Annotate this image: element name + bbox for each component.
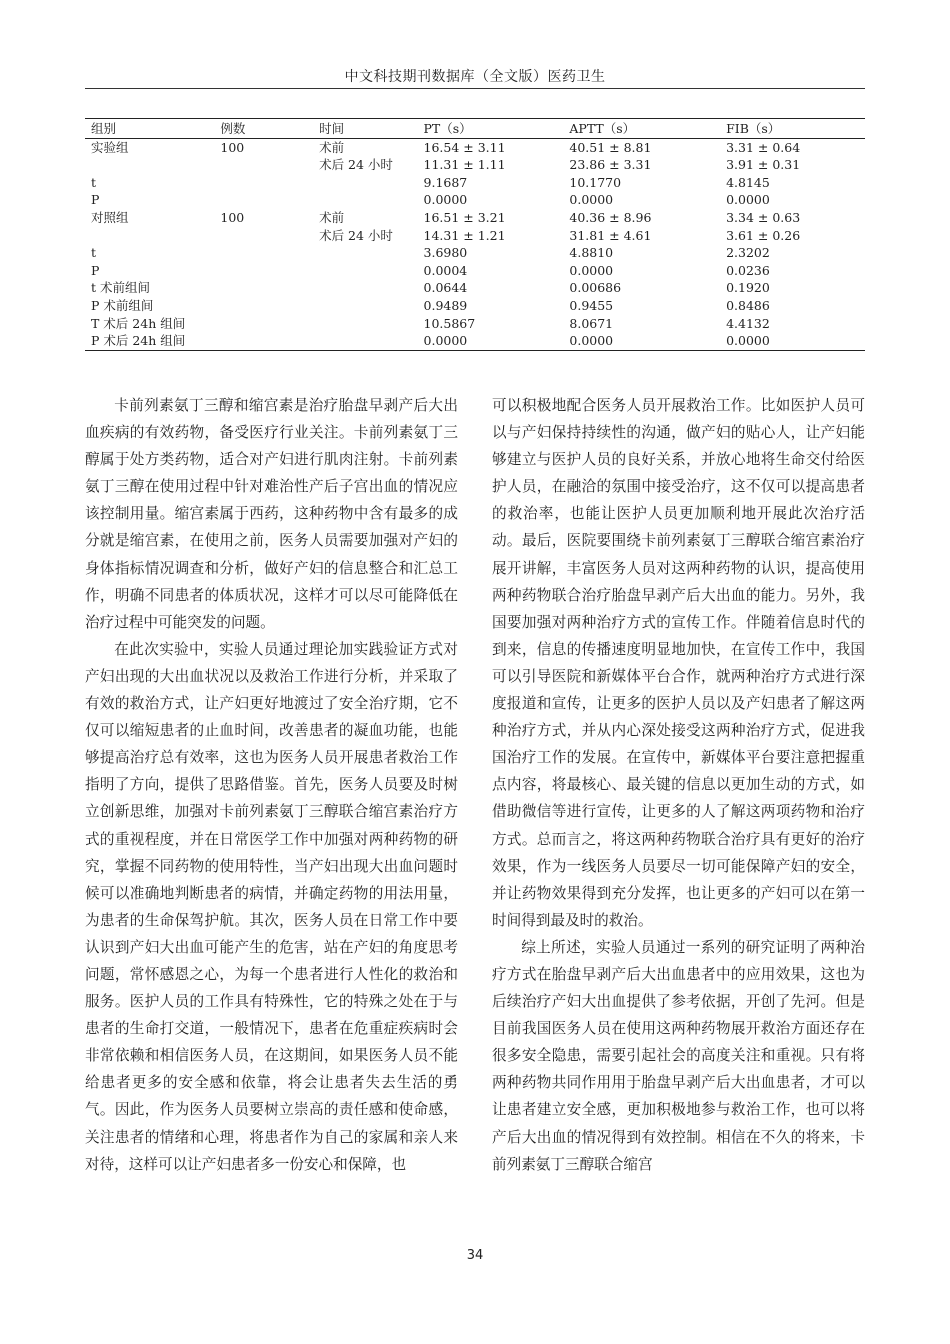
table-cell: 实验组 bbox=[91, 139, 129, 155]
paragraph-continued: 可以积极地配合医务人员开展救治工作。比如医护人员可以与产妇保持持续性的沟通，做产妇的贴心人，让产妇能够建立与医护人员的良好关系，并放心地将生命交付给医护人员，在融洽的氛围中接受治疗，这不仅可以提高患者的救治率，也能让医护人员更加顺利地开展此次治疗活动。最后，医院要围绕卡前列素氨丁三醇联合缩宫素治疗展开讲解，丰富医务人员对这两种药物的认识，提高使用两种药物联合治疗胎盘早剥产后大出血的能力。另外，我国要加强对两种治疗方式的宣传工作。伴随着信息时代的到来，信息的传播速度明显地加快，在宣传工作中，我国可以引导医院和新媒体平台合作，就两种治疗方式进行深度报道和宣传，让更多的医护人员以及产妇患者了解这两种治疗方式，并从内心深处接受这两种治疗方式，促进我国治疗工作的发展。在宣传中，新媒体平台要注意把握重点内容，将最核心、最关键的信息以更加生动的方式，如借助微信等进行宣传，让更多的人了解这两项药物和治疗方式。总而言之，将这两种药物联合治疗具有更好的治疗效果，作为一线医务人员要尽一切可能保障产妇的安全，并让药物效果得到充分发挥，也让更多的产妇可以在第一时间得到最及时的救治。 bbox=[492, 397, 865, 929]
table-row bbox=[85, 227, 865, 245]
table-cell: 0.0004 bbox=[423, 262, 468, 278]
table-cell bbox=[220, 262, 319, 280]
table-row bbox=[85, 297, 865, 315]
table-cell: 0.0644 bbox=[423, 280, 468, 296]
right-column bbox=[492, 392, 865, 1178]
table-cell: 40.51 ± 8.81 bbox=[569, 139, 652, 155]
table-cell: 0.9489 bbox=[423, 297, 468, 313]
table-cell: 术前 bbox=[319, 139, 345, 155]
table-cell: 0.0236 bbox=[726, 262, 770, 278]
table-cell bbox=[319, 244, 423, 262]
table-cell bbox=[220, 156, 319, 174]
table-cell: T 术后 24h 组间 bbox=[91, 315, 186, 331]
table-cell bbox=[220, 315, 319, 333]
running-header: 中文科技期刊数据库（全文版）医药卫生 bbox=[344, 69, 606, 85]
table-cell: 16.54 ± 3.11 bbox=[423, 139, 506, 155]
table-cell: 3.91 ± 0.31 bbox=[726, 157, 801, 173]
table-cell: 9.1687 bbox=[423, 174, 468, 190]
table-row bbox=[85, 332, 865, 350]
table-cell bbox=[319, 279, 423, 297]
table-cell: 0.1920 bbox=[726, 280, 770, 296]
table-cell: 10.5867 bbox=[423, 315, 476, 331]
table-cell bbox=[220, 191, 319, 209]
table-cell: 2.3202 bbox=[726, 245, 770, 261]
table-cell bbox=[319, 332, 423, 350]
table-cell: 16.51 ± 3.21 bbox=[423, 209, 506, 225]
table-cell: 11.31 ± 1.11 bbox=[423, 157, 506, 173]
table-cell: 0.0000 bbox=[424, 332, 570, 350]
table-cell: 4.8810 bbox=[569, 245, 614, 261]
table-cell bbox=[220, 332, 319, 350]
table-cell bbox=[85, 227, 220, 245]
table-row bbox=[85, 315, 865, 333]
table-cell: t bbox=[91, 174, 97, 190]
table-cell: P bbox=[91, 192, 100, 208]
table-cell: 40.36 ± 8.96 bbox=[569, 209, 652, 225]
column-header: PT（s） bbox=[424, 119, 570, 139]
table-cell: 0.00686 bbox=[569, 280, 622, 296]
table-body bbox=[85, 138, 865, 350]
page-number: 34 bbox=[466, 1248, 484, 1263]
table-cell: 3.34 ± 0.63 bbox=[726, 209, 801, 225]
table-cell: 23.86 ± 3.31 bbox=[569, 157, 652, 173]
paragraph: 卡前列素氨丁三醇和缩宫素是治疗胎盘早剥产后大出血疾病的有效药物，备受医疗行业关注。卡前列素氨丁三醇属于处方类药物，适合对产妇进行肌肉注射。卡前列素氨丁三醇在使用过程中针对难治性产后子宫出血的情况应该控制用量。缩宫素属于西药，这种药物中含有最多的成分就是缩宫素，在使用之前，医务人员需要加强对产妇的身体指标情况调查和分析，做好产妇的信息整合和汇总工作，明确不同患者的体质状况，这样才可以尽可能降低在治疗过程中可能突发的问题。 bbox=[85, 397, 458, 631]
table-cell bbox=[220, 244, 319, 262]
table-cell bbox=[319, 297, 423, 315]
table-cell: 0.0000 bbox=[569, 332, 726, 350]
table-row bbox=[85, 191, 865, 209]
table-cell bbox=[220, 297, 319, 315]
table-cell: 4.4132 bbox=[726, 315, 770, 331]
table-row bbox=[85, 138, 865, 156]
table-cell bbox=[85, 156, 220, 174]
table-cell bbox=[220, 279, 319, 297]
paragraph: 综上所述，实验人员通过一系列的研究证明了两种治疗方式在胎盘早剥产后大出血患者中的应用效果，这也为后续治疗产妇大出血提供了参考依据，开创了先河。但是目前我国医务人员在使用这两种药物展开救治方面还存在很多安全隐患，需要引起社会的高度关注和重视。只有将两种药物共同作用用于胎盘早剥产后大出血患者，才可以让患者建立安全感，更加积极地参与救治工作，也可以将产后大出血的情况得到有效控制。相信在不久的将来，卡前列素氨丁三醇联合缩宫 bbox=[492, 938, 865, 1173]
table-cell: t 术前组间 bbox=[91, 280, 150, 296]
table-cell: 术后 24 小时 bbox=[319, 227, 393, 243]
table-cell: 31.81 ± 4.61 bbox=[569, 227, 652, 243]
table-cell bbox=[319, 315, 423, 333]
paragraph: 在此次实验中，实验人员通过理论加实践验证方式对产妇出现的大出血状况以及救治工作进行分析，并采取了有效的救治方式，让产妇更好地渡过了安全治疗期，它不仅可以缩短患者的止血时间，改善患者的凝血功能，也能够提高治疗总有效率，这也为医务人员开展患者救治工作指明了方向，提供了思路借鉴。首先，医务人员要及时树立创新思维，加强对卡前列素氨丁三醇联合缩宫素治疗方式的重视程度，并在日常医学工作中加强对两种药物的研究，掌握不同药物的使用特性，当产妇出现大出血问题时候可以准确地判断患者的病情，并确定药物的用法用量，为患者的生命保驾护航。其次，医务人员在日常工作中要认识到产妇大出血可能产生的危害，站在产妇的角度思考问题，常怀感恩之心，为每一个患者进行人性化的救治和服务。医护人员的工作具有特殊性，它的特殊之处在于与患者的生命打交道，一般情况下，患者在危重症疾病时会非常依赖和相信医务人员，在这期间，如果医务人员不能给患者更多的安全感和依靠，将会让患者失去生活的勇气。因此，作为医务人员要树立崇高的责任感和使命感，关注患者的情绪和心理，将患者作为自己的家属和亲人来对待，这样可以让产妇患者多一份安心和保障，也 bbox=[85, 640, 458, 1173]
table-cell: 3.31 ± 0.64 bbox=[726, 139, 801, 155]
table-row bbox=[85, 156, 865, 174]
table-cell: 0.0000 bbox=[569, 192, 614, 208]
table-cell bbox=[319, 262, 423, 280]
header-rule bbox=[85, 88, 865, 89]
table-cell bbox=[220, 174, 319, 192]
table-header bbox=[85, 119, 865, 139]
table-cell: 100 bbox=[220, 139, 245, 155]
table-row bbox=[85, 262, 865, 280]
column-header: FIB（s） bbox=[726, 119, 865, 139]
table-cell: 8.0671 bbox=[569, 315, 614, 331]
table-cell: P 术后 24h 组间 bbox=[85, 332, 220, 350]
table-cell: 4.8145 bbox=[726, 174, 770, 190]
table-cell: 100 bbox=[220, 209, 245, 225]
table-cell bbox=[220, 227, 319, 245]
table-cell: 0.0000 bbox=[569, 262, 614, 278]
column-header: 时间 bbox=[319, 119, 423, 139]
table-cell: 3.61 ± 0.26 bbox=[726, 227, 801, 243]
table-cell: 0.0000 bbox=[726, 192, 770, 208]
table-cell: P bbox=[91, 262, 100, 278]
column-header: 组别 bbox=[85, 119, 220, 139]
results-table bbox=[85, 118, 865, 351]
left-column bbox=[85, 392, 458, 1178]
table-cell: 0.0000 bbox=[726, 332, 865, 350]
table-cell: 0.9455 bbox=[569, 297, 614, 313]
table-row bbox=[85, 209, 865, 227]
table-cell bbox=[319, 191, 423, 209]
table-cell: t bbox=[91, 245, 97, 261]
table-cell: 术前 bbox=[319, 209, 345, 225]
table-row bbox=[85, 244, 865, 262]
column-header: APTT（s） bbox=[569, 119, 726, 139]
table-cell: 14.31 ± 1.21 bbox=[423, 227, 506, 243]
table-row bbox=[85, 174, 865, 192]
table-cell: 0.0000 bbox=[423, 192, 468, 208]
table-cell: 3.6980 bbox=[423, 245, 468, 261]
table-cell: P 术前组间 bbox=[91, 297, 154, 313]
column-header: 例数 bbox=[220, 119, 319, 139]
table-cell bbox=[319, 174, 423, 192]
table-row bbox=[85, 279, 865, 297]
table-cell: 0.8486 bbox=[726, 297, 770, 313]
table-cell: 10.1770 bbox=[569, 174, 622, 190]
table-cell: 术后 24 小时 bbox=[319, 157, 393, 173]
table-cell: 对照组 bbox=[91, 209, 129, 225]
